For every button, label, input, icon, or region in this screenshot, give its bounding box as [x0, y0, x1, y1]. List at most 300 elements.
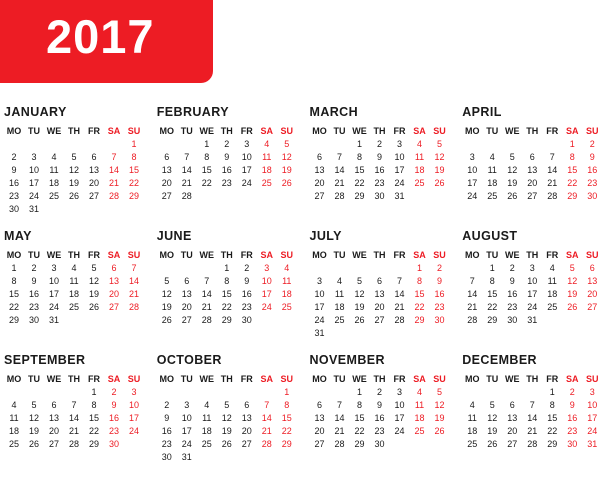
day-cell[interactable]: 25 — [68, 302, 79, 312]
day-cell[interactable]: 28 — [128, 302, 139, 312]
day-cell[interactable]: 17 — [48, 289, 59, 299]
day-cell[interactable]: 22 — [281, 426, 292, 436]
day-cell[interactable]: 17 — [28, 178, 39, 188]
day-cell[interactable]: 13 — [374, 289, 385, 299]
day-cell[interactable]: 6 — [316, 152, 322, 162]
day-cell[interactable]: 2 — [111, 387, 117, 397]
day-cell[interactable]: 16 — [587, 165, 598, 175]
day-cell[interactable]: 11 — [69, 276, 79, 286]
day-cell[interactable]: 7 — [204, 276, 210, 286]
day-cell[interactable]: 14 — [547, 165, 558, 175]
day-cell[interactable]: 25 — [414, 426, 425, 436]
day-cell[interactable]: 28 — [394, 315, 405, 325]
day-cell[interactable]: 18 — [8, 426, 19, 436]
day-cell[interactable]: 21 — [467, 302, 478, 312]
day-cell[interactable]: 29 — [354, 439, 365, 449]
day-cell[interactable]: 2 — [569, 387, 575, 397]
day-cell[interactable]: 1 — [224, 263, 230, 273]
day-cell[interactable]: 1 — [356, 387, 362, 397]
day-cell[interactable]: 9 — [11, 165, 17, 175]
day-cell[interactable]: 10 — [587, 400, 598, 410]
day-cell[interactable]: 24 — [394, 178, 405, 188]
day-cell[interactable]: 1 — [569, 139, 575, 149]
day-cell[interactable]: 17 — [467, 178, 478, 188]
day-cell[interactable]: 3 — [51, 263, 57, 273]
day-cell[interactable]: 5 — [224, 400, 230, 410]
day-cell[interactable]: 6 — [376, 276, 382, 286]
day-cell[interactable]: 18 — [68, 289, 79, 299]
day-cell[interactable]: 19 — [354, 302, 365, 312]
day-cell[interactable]: 8 — [489, 276, 495, 286]
day-cell[interactable]: 27 — [88, 191, 99, 201]
day-cell[interactable]: 22 — [567, 178, 578, 188]
day-cell[interactable]: 3 — [184, 400, 190, 410]
day-cell[interactable]: 18 — [261, 165, 272, 175]
day-cell[interactable]: 5 — [71, 152, 77, 162]
day-cell[interactable]: 20 — [587, 289, 598, 299]
day-cell[interactable]: 8 — [356, 400, 362, 410]
day-cell[interactable]: 12 — [221, 413, 232, 423]
day-cell[interactable]: 2 — [436, 263, 442, 273]
day-cell[interactable]: 17 — [394, 413, 405, 423]
day-cell[interactable]: 21 — [334, 178, 345, 188]
day-cell[interactable]: 5 — [164, 276, 170, 286]
day-cell[interactable]: 25 — [201, 439, 212, 449]
day-cell[interactable]: 30 — [374, 191, 385, 201]
day-cell[interactable]: 2 — [509, 263, 515, 273]
day-cell[interactable]: 9 — [31, 276, 37, 286]
day-cell[interactable]: 26 — [507, 191, 518, 201]
day-cell[interactable]: 15 — [354, 165, 365, 175]
day-cell[interactable]: 13 — [507, 413, 518, 423]
day-cell[interactable]: 10 — [128, 400, 139, 410]
day-cell[interactable]: 8 — [204, 152, 210, 162]
day-cell[interactable]: 27 — [507, 439, 518, 449]
day-cell[interactable]: 17 — [241, 165, 252, 175]
day-cell[interactable]: 19 — [28, 426, 39, 436]
day-cell[interactable]: 19 — [507, 178, 518, 188]
day-cell[interactable]: 21 — [108, 178, 119, 188]
day-cell[interactable]: 23 — [161, 439, 172, 449]
day-cell[interactable]: 31 — [181, 452, 192, 462]
day-cell[interactable]: 13 — [314, 413, 325, 423]
day-cell[interactable]: 29 — [281, 439, 292, 449]
day-cell[interactable]: 17 — [261, 289, 272, 299]
day-cell[interactable]: 26 — [221, 439, 232, 449]
day-cell[interactable]: 10 — [394, 152, 405, 162]
day-cell[interactable]: 18 — [281, 289, 292, 299]
day-cell[interactable]: 20 — [181, 302, 192, 312]
day-cell[interactable]: 22 — [354, 426, 365, 436]
day-cell[interactable]: 6 — [91, 152, 97, 162]
day-cell[interactable]: 4 — [549, 263, 555, 273]
day-cell[interactable]: 5 — [91, 263, 97, 273]
day-cell[interactable]: 12 — [434, 400, 445, 410]
day-cell[interactable]: 29 — [128, 191, 139, 201]
day-cell[interactable]: 23 — [241, 302, 252, 312]
day-cell[interactable]: 31 — [28, 204, 39, 214]
day-cell[interactable]: 11 — [262, 152, 272, 162]
day-cell[interactable]: 11 — [467, 413, 477, 423]
day-cell[interactable]: 20 — [241, 426, 252, 436]
day-cell[interactable]: 7 — [336, 400, 342, 410]
day-cell[interactable]: 15 — [201, 165, 212, 175]
day-cell[interactable]: 9 — [164, 413, 170, 423]
day-cell[interactable]: 23 — [434, 302, 445, 312]
day-cell[interactable]: 30 — [507, 315, 518, 325]
day-cell[interactable]: 1 — [11, 263, 17, 273]
day-cell[interactable]: 10 — [527, 276, 538, 286]
day-cell[interactable]: 6 — [509, 400, 515, 410]
day-cell[interactable]: 29 — [88, 439, 99, 449]
day-cell[interactable]: 17 — [314, 302, 325, 312]
day-cell[interactable]: 3 — [529, 263, 535, 273]
day-cell[interactable]: 14 — [108, 165, 119, 175]
day-cell[interactable]: 28 — [201, 315, 212, 325]
day-cell[interactable]: 4 — [204, 400, 210, 410]
day-cell[interactable]: 7 — [529, 400, 535, 410]
day-cell[interactable]: 16 — [434, 289, 445, 299]
day-cell[interactable]: 1 — [91, 387, 97, 397]
day-cell[interactable]: 19 — [434, 165, 445, 175]
day-cell[interactable]: 19 — [281, 165, 292, 175]
day-cell[interactable]: 31 — [314, 328, 325, 338]
day-cell[interactable]: 21 — [334, 426, 345, 436]
day-cell[interactable]: 3 — [244, 139, 250, 149]
day-cell[interactable]: 11 — [49, 165, 59, 175]
day-cell[interactable]: 19 — [161, 302, 172, 312]
day-cell[interactable]: 31 — [48, 315, 59, 325]
day-cell[interactable]: 22 — [8, 302, 19, 312]
day-cell[interactable]: 15 — [128, 165, 139, 175]
day-cell[interactable]: 12 — [507, 165, 518, 175]
day-cell[interactable]: 21 — [201, 302, 212, 312]
day-cell[interactable]: 27 — [48, 439, 59, 449]
day-cell[interactable]: 4 — [336, 276, 342, 286]
day-cell[interactable]: 3 — [396, 139, 402, 149]
day-cell[interactable]: 14 — [334, 165, 345, 175]
day-cell[interactable]: 12 — [487, 413, 498, 423]
day-cell[interactable]: 5 — [284, 139, 290, 149]
day-cell[interactable]: 2 — [31, 263, 37, 273]
day-cell[interactable]: 18 — [467, 426, 478, 436]
day-cell[interactable]: 10 — [314, 289, 325, 299]
day-cell[interactable]: 2 — [376, 387, 382, 397]
day-cell[interactable]: 9 — [436, 276, 442, 286]
day-cell[interactable]: 16 — [507, 289, 518, 299]
day-cell[interactable]: 21 — [527, 426, 538, 436]
day-cell[interactable]: 31 — [587, 439, 598, 449]
day-cell[interactable]: 14 — [128, 276, 139, 286]
day-cell[interactable]: 26 — [281, 178, 292, 188]
day-cell[interactable]: 4 — [51, 152, 57, 162]
day-cell[interactable]: 7 — [336, 152, 342, 162]
day-cell[interactable]: 12 — [161, 289, 172, 299]
day-cell[interactable]: 4 — [284, 263, 290, 273]
day-cell[interactable]: 10 — [48, 276, 59, 286]
day-cell[interactable]: 4 — [489, 152, 495, 162]
day-cell[interactable]: 12 — [281, 152, 292, 162]
day-cell[interactable]: 4 — [71, 263, 77, 273]
day-cell[interactable]: 7 — [71, 400, 77, 410]
day-cell[interactable]: 8 — [11, 276, 17, 286]
day-cell[interactable]: 16 — [108, 413, 119, 423]
day-cell[interactable]: 4 — [416, 139, 422, 149]
day-cell[interactable]: 30 — [161, 452, 172, 462]
day-cell[interactable]: 26 — [434, 426, 445, 436]
day-cell[interactable]: 15 — [221, 289, 232, 299]
day-cell[interactable]: 9 — [111, 400, 117, 410]
day-cell[interactable]: 24 — [48, 302, 59, 312]
day-cell[interactable]: 29 — [8, 315, 19, 325]
day-cell[interactable]: 2 — [244, 263, 250, 273]
day-cell[interactable]: 25 — [281, 302, 292, 312]
day-cell[interactable]: 16 — [161, 426, 172, 436]
day-cell[interactable]: 30 — [108, 439, 119, 449]
day-cell[interactable]: 13 — [88, 165, 99, 175]
day-cell[interactable]: 31 — [394, 191, 405, 201]
day-cell[interactable]: 6 — [184, 276, 190, 286]
day-cell[interactable]: 8 — [284, 400, 290, 410]
day-cell[interactable]: 6 — [589, 263, 595, 273]
day-cell[interactable]: 22 — [547, 426, 558, 436]
day-cell[interactable]: 23 — [374, 178, 385, 188]
day-cell[interactable]: 25 — [547, 302, 558, 312]
day-cell[interactable]: 1 — [284, 387, 290, 397]
day-cell[interactable]: 6 — [111, 263, 117, 273]
day-cell[interactable]: 15 — [567, 165, 578, 175]
day-cell[interactable]: 7 — [264, 400, 270, 410]
day-cell[interactable]: 28 — [334, 191, 345, 201]
day-cell[interactable]: 20 — [507, 426, 518, 436]
day-cell[interactable]: 21 — [394, 302, 405, 312]
day-cell[interactable]: 13 — [527, 165, 538, 175]
day-cell[interactable]: 8 — [131, 152, 137, 162]
day-cell[interactable]: 26 — [354, 315, 365, 325]
day-cell[interactable]: 18 — [48, 178, 59, 188]
day-cell[interactable]: 15 — [487, 289, 498, 299]
day-cell[interactable]: 16 — [221, 165, 232, 175]
day-cell[interactable]: 30 — [434, 315, 445, 325]
day-cell[interactable]: 16 — [28, 289, 39, 299]
day-cell[interactable]: 1 — [204, 139, 210, 149]
day-cell[interactable]: 20 — [314, 426, 325, 436]
day-cell[interactable]: 12 — [28, 413, 39, 423]
day-cell[interactable]: 28 — [334, 439, 345, 449]
day-cell[interactable]: 12 — [434, 152, 445, 162]
day-cell[interactable]: 21 — [68, 426, 79, 436]
day-cell[interactable]: 28 — [467, 315, 478, 325]
day-cell[interactable]: 24 — [261, 302, 272, 312]
day-cell[interactable]: 14 — [394, 289, 405, 299]
day-cell[interactable]: 22 — [354, 178, 365, 188]
day-cell[interactable]: 27 — [527, 191, 538, 201]
day-cell[interactable]: 11 — [282, 276, 292, 286]
day-cell[interactable]: 13 — [314, 165, 325, 175]
day-cell[interactable]: 19 — [68, 178, 79, 188]
day-cell[interactable]: 23 — [8, 191, 19, 201]
day-cell[interactable]: 26 — [28, 439, 39, 449]
day-cell[interactable]: 11 — [487, 165, 497, 175]
day-cell[interactable]: 28 — [527, 439, 538, 449]
day-cell[interactable]: 13 — [181, 289, 192, 299]
day-cell[interactable]: 29 — [567, 191, 578, 201]
day-cell[interactable]: 3 — [31, 152, 37, 162]
day-cell[interactable]: 29 — [221, 315, 232, 325]
day-cell[interactable]: 8 — [569, 152, 575, 162]
day-cell[interactable]: 6 — [529, 152, 535, 162]
day-cell[interactable]: 9 — [224, 152, 230, 162]
day-cell[interactable]: 20 — [88, 178, 99, 188]
day-cell[interactable]: 25 — [414, 178, 425, 188]
day-cell[interactable]: 10 — [394, 400, 405, 410]
day-cell[interactable]: 14 — [334, 413, 345, 423]
day-cell[interactable]: 15 — [354, 413, 365, 423]
day-cell[interactable]: 26 — [567, 302, 578, 312]
day-cell[interactable]: 17 — [128, 413, 139, 423]
day-cell[interactable]: 22 — [201, 178, 212, 188]
day-cell[interactable]: 24 — [128, 426, 139, 436]
day-cell[interactable]: 19 — [567, 289, 578, 299]
day-cell[interactable]: 7 — [396, 276, 402, 286]
day-cell[interactable]: 20 — [108, 289, 119, 299]
day-cell[interactable]: 27 — [181, 315, 192, 325]
day-cell[interactable]: 23 — [28, 302, 39, 312]
day-cell[interactable]: 29 — [547, 439, 558, 449]
day-cell[interactable]: 24 — [241, 178, 252, 188]
day-cell[interactable]: 8 — [224, 276, 230, 286]
day-cell[interactable]: 2 — [589, 139, 595, 149]
day-cell[interactable]: 5 — [569, 263, 575, 273]
day-cell[interactable]: 16 — [374, 165, 385, 175]
day-cell[interactable]: 22 — [487, 302, 498, 312]
day-cell[interactable]: 15 — [414, 289, 425, 299]
day-cell[interactable]: 4 — [264, 139, 270, 149]
day-cell[interactable]: 24 — [394, 426, 405, 436]
day-cell[interactable]: 13 — [241, 413, 252, 423]
day-cell[interactable]: 18 — [487, 178, 498, 188]
day-cell[interactable]: 24 — [527, 302, 538, 312]
day-cell[interactable]: 6 — [164, 152, 170, 162]
day-cell[interactable]: 19 — [434, 413, 445, 423]
day-cell[interactable]: 10 — [261, 276, 272, 286]
day-cell[interactable]: 25 — [48, 191, 59, 201]
day-cell[interactable]: 25 — [8, 439, 19, 449]
day-cell[interactable]: 12 — [354, 289, 365, 299]
day-cell[interactable]: 15 — [88, 413, 99, 423]
day-cell[interactable]: 22 — [128, 178, 139, 188]
day-cell[interactable]: 6 — [244, 400, 250, 410]
day-cell[interactable]: 13 — [48, 413, 59, 423]
day-cell[interactable]: 6 — [51, 400, 57, 410]
day-cell[interactable]: 21 — [128, 289, 139, 299]
day-cell[interactable]: 25 — [487, 191, 498, 201]
day-cell[interactable]: 19 — [487, 426, 498, 436]
day-cell[interactable]: 22 — [88, 426, 99, 436]
day-cell[interactable]: 7 — [131, 263, 137, 273]
day-cell[interactable]: 7 — [549, 152, 555, 162]
day-cell[interactable]: 24 — [467, 191, 478, 201]
day-cell[interactable]: 23 — [374, 426, 385, 436]
day-cell[interactable]: 14 — [467, 289, 478, 299]
day-cell[interactable]: 23 — [108, 426, 119, 436]
day-cell[interactable]: 25 — [467, 439, 478, 449]
day-cell[interactable]: 23 — [587, 178, 598, 188]
day-cell[interactable]: 10 — [181, 413, 192, 423]
day-cell[interactable]: 13 — [587, 276, 598, 286]
day-cell[interactable]: 29 — [414, 315, 425, 325]
day-cell[interactable]: 5 — [489, 400, 495, 410]
day-cell[interactable]: 27 — [374, 315, 385, 325]
day-cell[interactable]: 7 — [469, 276, 475, 286]
day-cell[interactable]: 16 — [374, 413, 385, 423]
day-cell[interactable]: 27 — [161, 191, 172, 201]
day-cell[interactable]: 27 — [314, 191, 325, 201]
day-cell[interactable]: 30 — [587, 191, 598, 201]
day-cell[interactable]: 5 — [31, 400, 37, 410]
day-cell[interactable]: 20 — [314, 178, 325, 188]
day-cell[interactable]: 11 — [334, 289, 345, 299]
day-cell[interactable]: 1 — [356, 139, 362, 149]
day-cell[interactable]: 2 — [224, 139, 230, 149]
day-cell[interactable]: 14 — [201, 289, 212, 299]
day-cell[interactable]: 8 — [356, 152, 362, 162]
day-cell[interactable]: 30 — [241, 315, 252, 325]
day-cell[interactable]: 24 — [181, 439, 192, 449]
day-cell[interactable]: 17 — [527, 289, 538, 299]
day-cell[interactable]: 5 — [509, 152, 515, 162]
day-cell[interactable]: 17 — [181, 426, 192, 436]
day-cell[interactable]: 24 — [314, 315, 325, 325]
day-cell[interactable]: 27 — [241, 439, 252, 449]
day-cell[interactable]: 24 — [587, 426, 598, 436]
day-cell[interactable]: 10 — [28, 165, 39, 175]
day-cell[interactable]: 31 — [527, 315, 538, 325]
day-cell[interactable]: 16 — [567, 413, 578, 423]
day-cell[interactable]: 14 — [181, 165, 192, 175]
day-cell[interactable]: 28 — [68, 439, 79, 449]
day-cell[interactable]: 14 — [527, 413, 538, 423]
day-cell[interactable]: 13 — [161, 165, 172, 175]
day-cell[interactable]: 20 — [527, 178, 538, 188]
day-cell[interactable]: 30 — [374, 439, 385, 449]
day-cell[interactable]: 19 — [221, 426, 232, 436]
day-cell[interactable]: 18 — [414, 413, 425, 423]
day-cell[interactable]: 4 — [416, 387, 422, 397]
day-cell[interactable]: 12 — [68, 165, 79, 175]
day-cell[interactable]: 22 — [221, 302, 232, 312]
day-cell[interactable]: 3 — [589, 387, 595, 397]
day-cell[interactable]: 20 — [374, 302, 385, 312]
day-cell[interactable]: 17 — [394, 165, 405, 175]
day-cell[interactable]: 18 — [334, 302, 345, 312]
day-cell[interactable]: 2 — [11, 152, 17, 162]
day-cell[interactable]: 3 — [131, 387, 137, 397]
day-cell[interactable]: 30 — [28, 315, 39, 325]
day-cell[interactable]: 3 — [396, 387, 402, 397]
day-cell[interactable]: 4 — [11, 400, 17, 410]
day-cell[interactable]: 16 — [241, 289, 252, 299]
day-cell[interactable]: 10 — [241, 152, 252, 162]
day-cell[interactable]: 12 — [567, 276, 578, 286]
day-cell[interactable]: 15 — [281, 413, 292, 423]
day-cell[interactable]: 14 — [261, 413, 272, 423]
day-cell[interactable]: 21 — [181, 178, 192, 188]
day-cell[interactable]: 16 — [8, 178, 19, 188]
day-cell[interactable]: 22 — [414, 302, 425, 312]
day-cell[interactable]: 13 — [108, 276, 119, 286]
day-cell[interactable]: 27 — [108, 302, 119, 312]
